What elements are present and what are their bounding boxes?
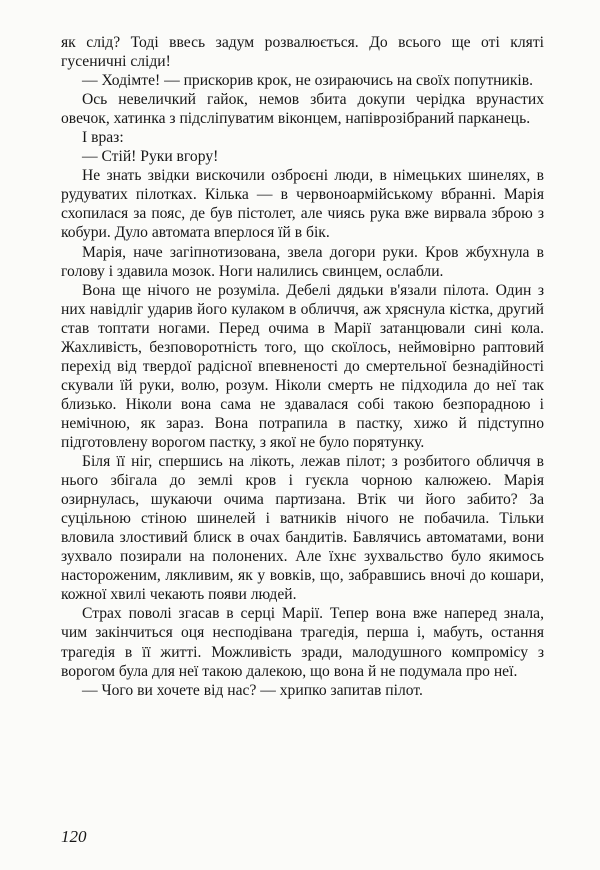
paragraph: І враз: <box>82 129 124 147</box>
paragraph: Не знать звідки вискочили озброєні люди, в німецьких шинелях, в рудуватих пілотках. Кілька — в червоноармійському вбранні. Марія схопилася за пояс, де був пістолет, але чиясь рука вже вирвала зброю з кобури. Дуло автомата вперлося їй в бік. <box>61 167 544 242</box>
page-body-text <box>61 33 544 700</box>
paragraph: Марія, наче загіпнотизована, звела догори руки. Кров жбухнула в голову і здавила мозок. Ноги налились свинцем, ослабли. <box>61 243 544 280</box>
page-number: 120 <box>61 827 87 846</box>
paragraph: Страх поволі згасав в серці Марії. Тепер вона вже наперед знала, чим закінчиться оця несподівана трагедія, перша і, мабуть, остання трагедія в її житті. Можливість зради, малодушного компромісу з ворогом була для неї такою далекою, що вона й не подумала про неї. <box>61 605 544 680</box>
paragraph: — Ходімте! — прискорив крок, не озираючись на своїх попутників. <box>82 72 533 90</box>
paragraph: Біля її ніг, спершись на лікоть, лежав пілот; з розбитого обличчя в нього збігала до землі кров і гуєкла чорною калюжею. Марія озирнулась, шукаючи очима партизана. Втік чи його забито? За суцільною стіною шинелей і ватників нічого не побачила. Тільки вловила злостивий блиск в очах бандитів. Бавлячись автоматами, вони зухвало позирали на полонених. Але їхнє зухвальство було якимось настороженим, лякливим, як у вовків, що, забравшись вночі до кошари, кожної хвилі чекають появи людей. <box>61 453 544 604</box>
paragraph: — Чого ви хочете від нас? — хрипко запитав пілот. <box>82 681 423 699</box>
paragraph: Ось невеличкий гайок, немов збита докупи черідка врунастих овечок, хатинка з підсліпуватим віконцем, напіврозібраний парканець. <box>61 91 544 128</box>
paragraph: — Стій! Руки вгору! <box>82 148 219 166</box>
paragraph: як слід? Тоді ввесь задум розвалюється. До всього ще оті кляті гусеничні сліди! <box>61 34 544 71</box>
paragraph: Вона ще нічого не розуміла. Дебелі дядьки в'язали пілота. Один з них навідліг ударив його кулаком в обличчя, аж хряснула кістка, другий став топтати ногами. Перед очима в Марії затанцювали сині кола. Жахливість, безповоротність того, що скоїлось, неймовірно раптовий перехід від твердої радісної впевненості до смертельної безнадійності скували їй руки, волю, розум. Ніколи смерть не підходила до неї так близько. Ніколи вона сама не здавалася собі такою безпорадною і немічною, як зараз. Вона потрапила в пастку, хижо й підступно підготовлену ворогом пастку, з якої не було порятунку. <box>61 281 544 451</box>
